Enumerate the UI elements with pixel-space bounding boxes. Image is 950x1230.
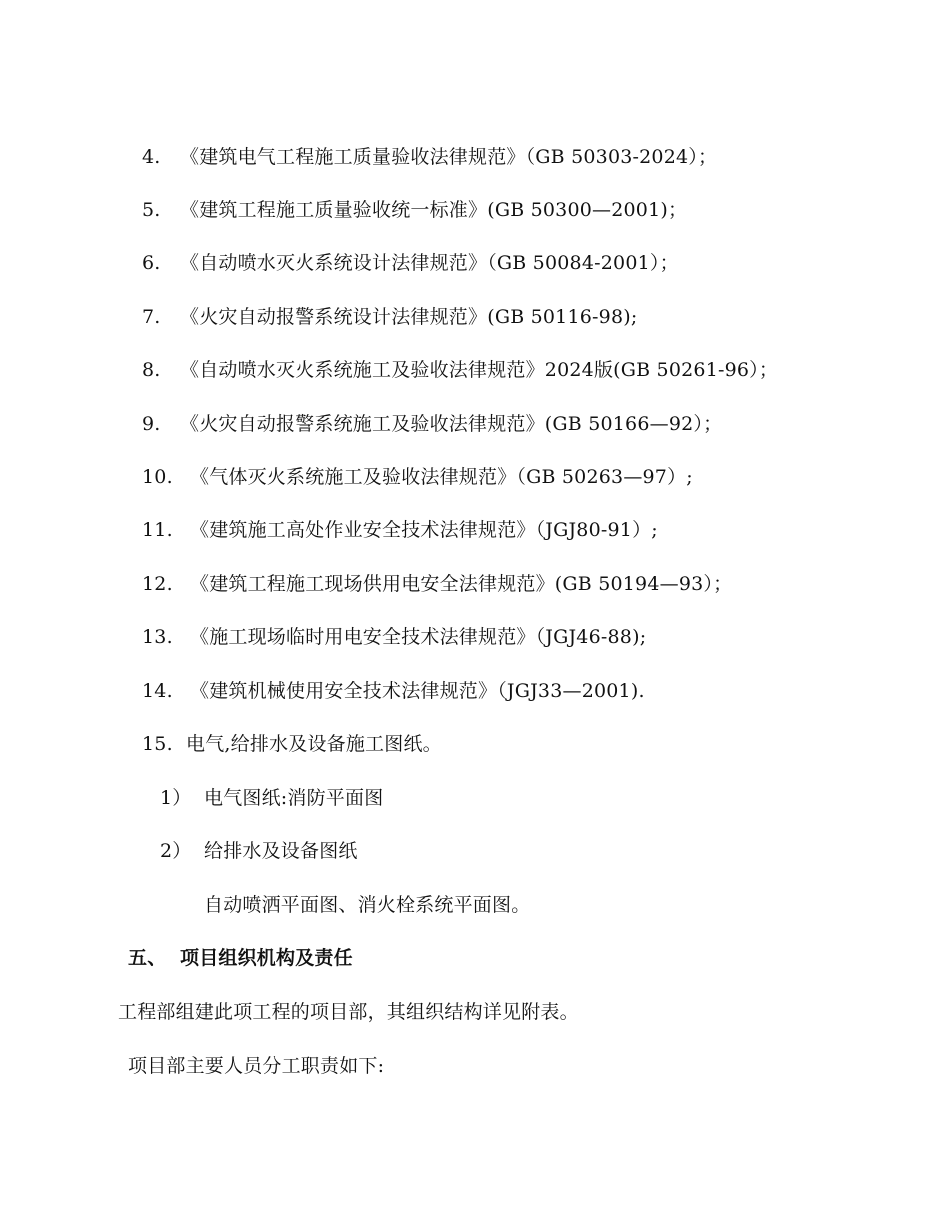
- list-item-number: 7.: [142, 306, 161, 328]
- list-item-number: 6.: [142, 252, 161, 274]
- list-item-text: 《火灾自动报警系统施工及验收法律规范》(GB 50166—92）；: [180, 413, 723, 435]
- sub-list-item-text: 给排水及设备图纸: [204, 840, 358, 862]
- list-item: [142, 572, 732, 596]
- list-item-number: 4.: [142, 146, 161, 168]
- list-item-number: 15.: [142, 733, 173, 755]
- list-item-number: 10.: [142, 466, 173, 488]
- list-item-text: 《施工现场临时用电安全技术法律规范》（JGJ46-88);: [190, 626, 647, 648]
- list-item: [142, 198, 687, 222]
- list-item-number: 5.: [142, 199, 161, 221]
- section-title: 项目组织机构及责任: [180, 947, 353, 969]
- list-item: [142, 465, 693, 489]
- list-item: [142, 358, 778, 382]
- list-item-number: 8.: [142, 359, 161, 381]
- sub-list-item-number: 1）: [160, 787, 192, 809]
- list-item-text: 《自动喷水灭火系统设计法律规范》（GB 50084-2001）；: [180, 252, 679, 274]
- sub-list-item-number: 2）: [160, 840, 192, 862]
- list-item-text: 《气体灭火系统施工及验收法律规范》（GB 50263—97）;: [190, 466, 693, 488]
- list-item-text: 《建筑机械使用安全技术法律规范》（JGJ33—2001).: [190, 680, 645, 702]
- list-item-text: 《建筑电气工程施工质量验收法律规范》（GB 50303-2024）；: [180, 146, 718, 168]
- list-item-text: 《火灾自动报警系统设计法律规范》(GB 50116-98);: [180, 306, 638, 328]
- list-item-text: 《建筑工程施工质量验收统一标准》(GB 50300—2001)；: [180, 199, 688, 221]
- list-item: [142, 251, 679, 275]
- sub-list-item: [160, 786, 383, 810]
- list-item-text: 电气,给排水及设备施工图纸。: [186, 733, 442, 755]
- sub-list-item: [160, 839, 358, 863]
- list-item-text: 《建筑工程施工现场供用电安全法律规范》(GB 50194—93）；: [190, 573, 733, 595]
- list-item: [142, 732, 442, 756]
- list-item-text: 《建筑施工高处作业安全技术法律规范》（JGJ80-91）;: [190, 519, 658, 541]
- list-item-text: 《自动喷水灭火系统施工及验收法律规范》2024版(GB 50261-96）；: [180, 359, 779, 381]
- list-item: [142, 679, 645, 703]
- list-item: [142, 305, 637, 329]
- list-item: [142, 412, 722, 436]
- section-heading: [128, 946, 353, 970]
- section-number: 五、: [128, 947, 167, 969]
- list-item-number: 12.: [142, 573, 173, 595]
- list-item: [142, 518, 658, 542]
- drawings-detail: 自动喷洒平面图、消火栓系统平面图。: [204, 894, 531, 916]
- sub-list-item-text: 电气图纸:消防平面图: [204, 787, 384, 809]
- list-item: [142, 145, 717, 169]
- list-item: [142, 625, 646, 649]
- list-item-number: 11.: [142, 519, 173, 541]
- paragraph: 工程部组建此项工程的项目部，其组织结构详见附表。: [118, 1001, 579, 1023]
- list-item-number: 9.: [142, 413, 161, 435]
- list-item-number: 13.: [142, 626, 173, 648]
- list-item-number: 14.: [142, 680, 173, 702]
- paragraph: 项目部主要人员分工职责如下:: [128, 1055, 385, 1077]
